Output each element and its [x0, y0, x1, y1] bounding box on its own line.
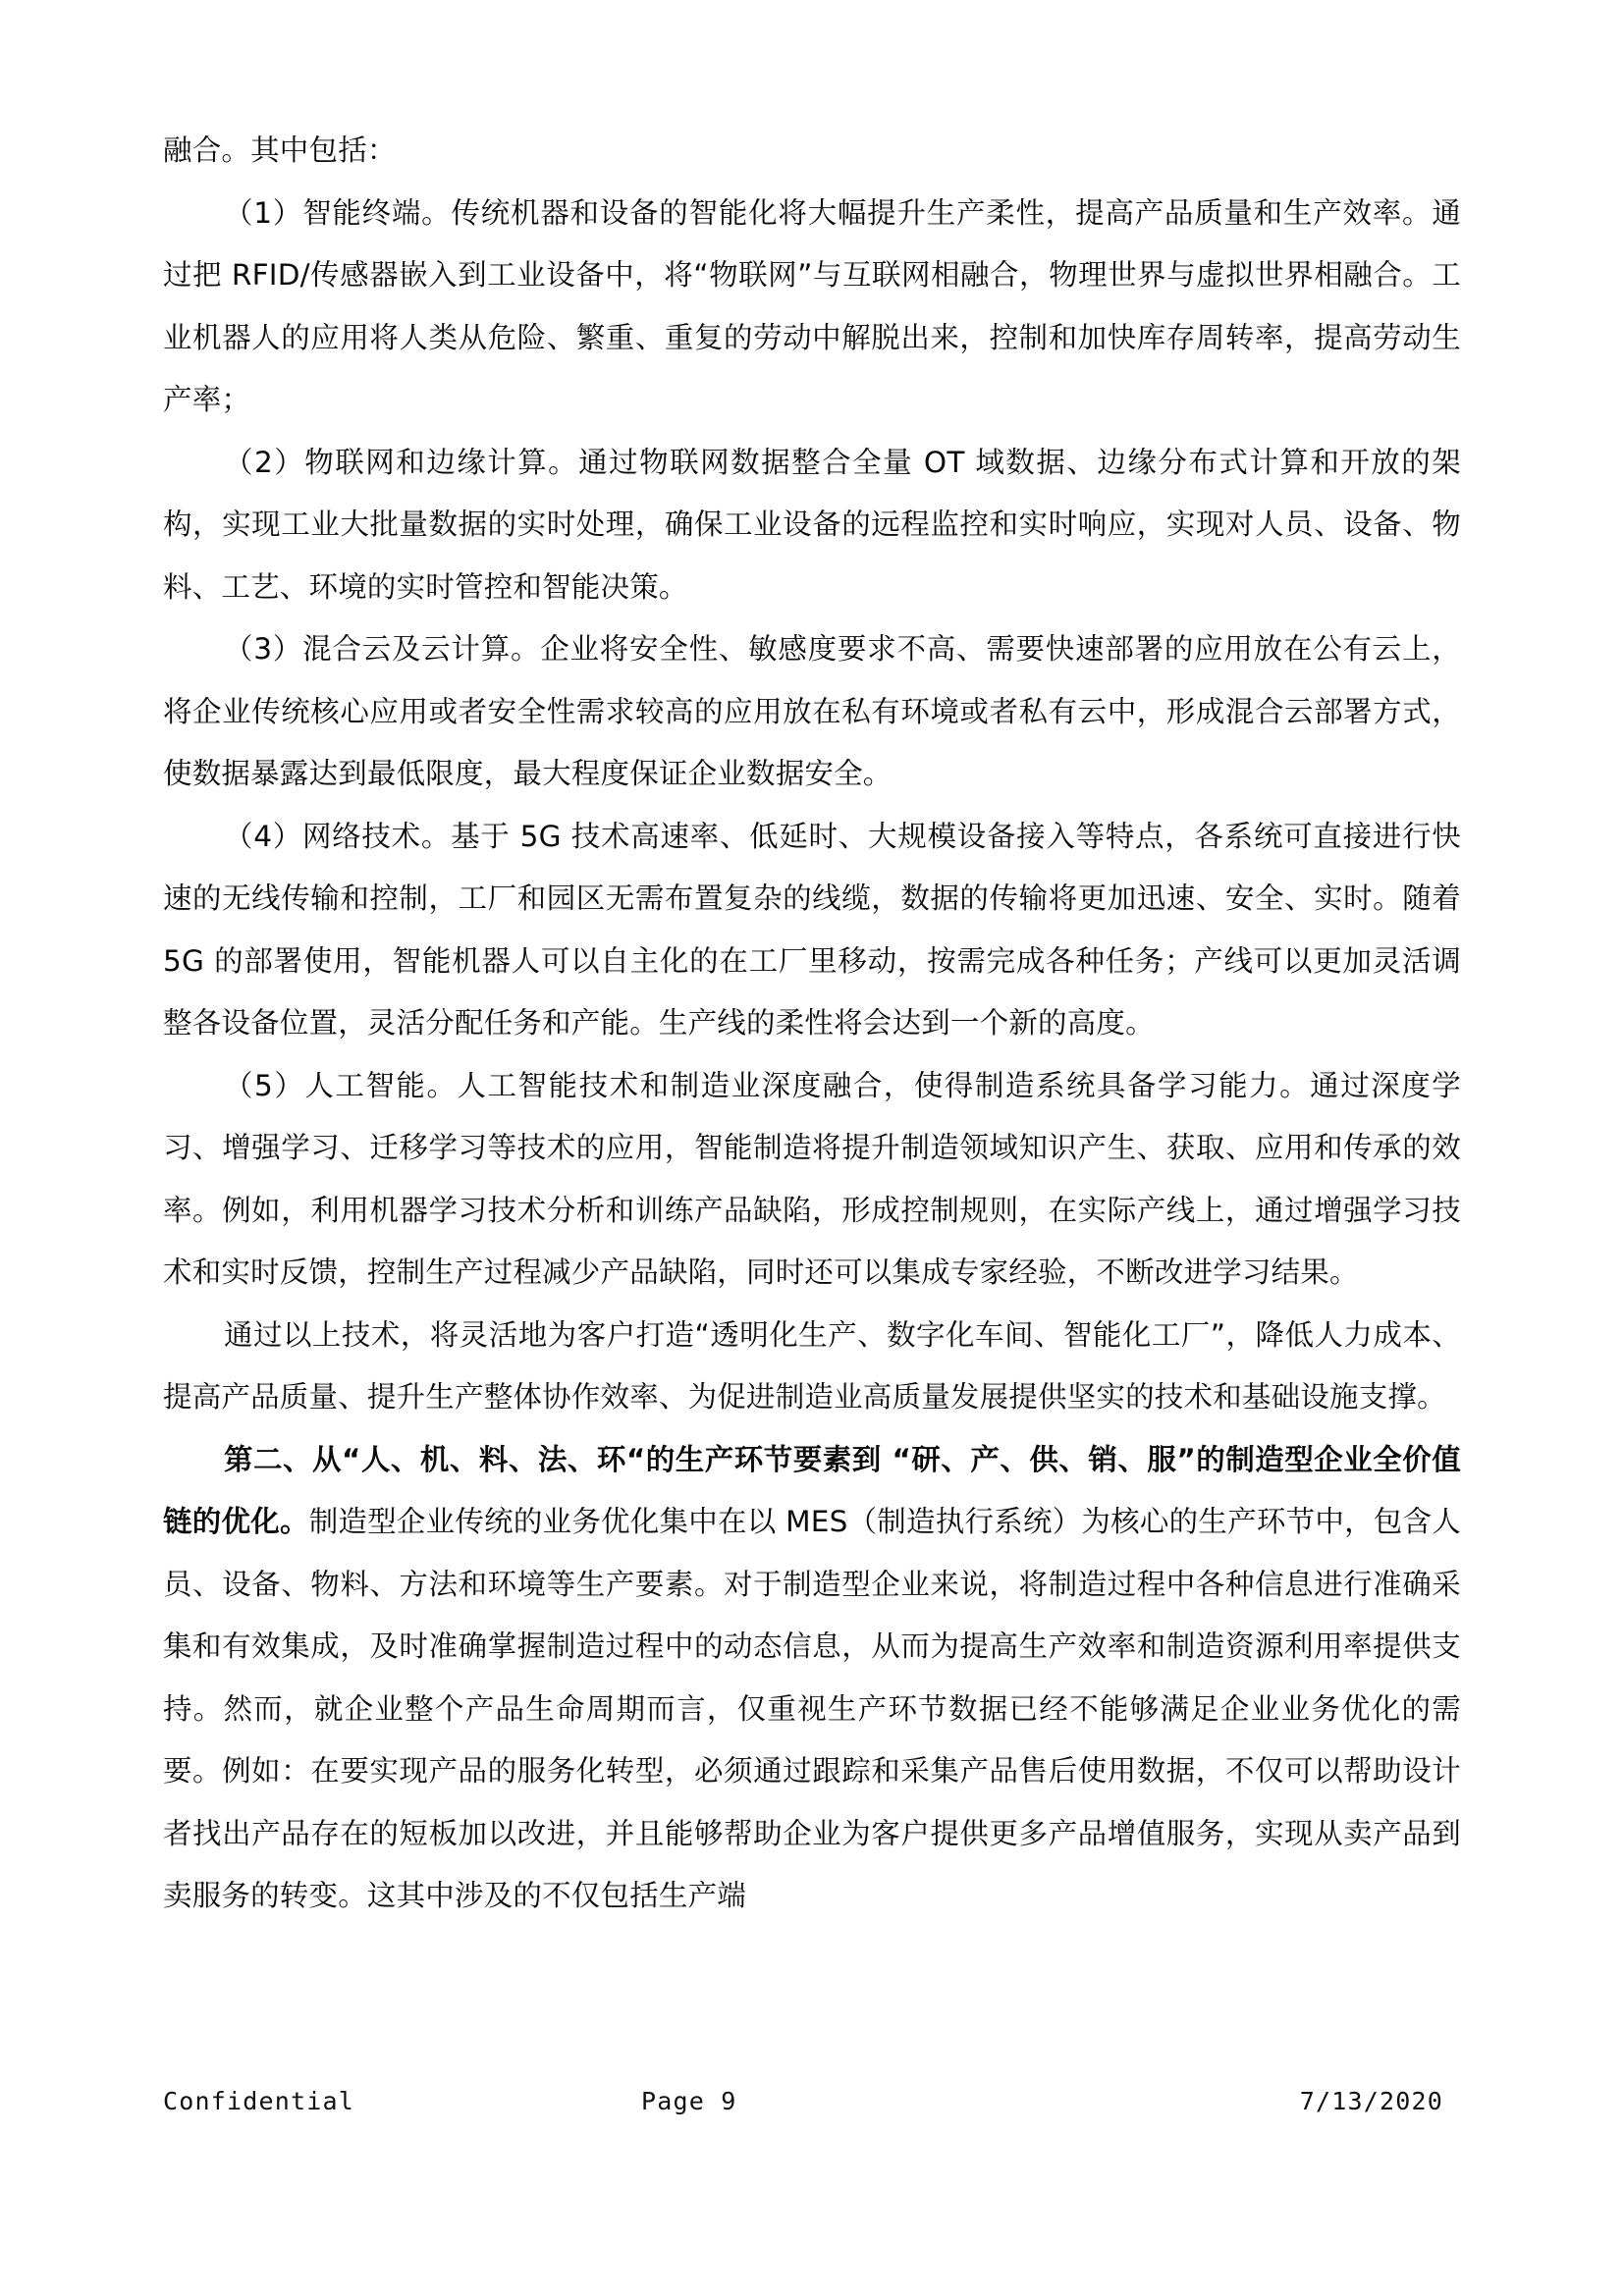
paragraph-item-1: （1）智能终端。传统机器和设备的智能化将大幅提升生产柔性，提高产品质量和生产效率。通过把 RFID/传感器嵌入到工业设备中，将“物联网”与互联网相融合，物理世界与虚拟世界相融合。工业机器人的应用将人类从危险、繁重、重复的劳动中解脱出来，控制和加快库存周转率，提高劳动生产率； — [163, 195, 1461, 416]
paragraph-item-2: （2）物联网和边缘计算。通过物联网数据整合全量 OT 域数据、边缘分布式计算和开放的架构，实现工业大批量数据的实时处理，确保工业设备的远程监控和实时响应，实现对人员、设备、物料、工艺、环境的实时管控和智能决策。 — [163, 445, 1461, 604]
paragraph-section-second — [163, 1429, 1461, 1928]
section-heading-run: 第二、从“人、机、料、法、环“的生产环节要素到 “研、产、供、销、服”的制造型企业全价值链的优化。 — [163, 1442, 1461, 1538]
footer-page-number: Page 9 — [641, 2087, 737, 2115]
paragraph-continuation: 融合。其中包括： — [163, 133, 397, 167]
paragraph-summary: 通过以上技术，将灵活地为客户打造“透明化生产、数字化车间、智能化工厂”，降低人力成本、提高产品质量、提升生产整体协作效率、为促进制造业高质量发展提供坚实的技术和基础设施支撑。 — [163, 1317, 1461, 1414]
paragraph-item-5: （5）人工智能。人工智能技术和制造业深度融合，使得制造系统具备学习能力。通过深度学习、增强学习、迁移学习等技术的应用，智能制造将提升制造领域知识产生、获取、应用和传承的效率。例如，利用机器学习技术分析和训练产品缺陷，形成控制规则，在实际产线上，通过增强学习技术和实时反馈，控制生产过程减少产品缺陷，同时还可以集成专家经验，不断改进学习结果。 — [163, 1068, 1461, 1289]
footer-classification: Confidential — [163, 2087, 355, 2115]
page-content — [163, 120, 1461, 1928]
paragraph-item-3: （3）混合云及云计算。企业将安全性、敏感度要求不高、需要快速部署的应用放在公有云上，将企业传统核心应用或者安全性需求较高的应用放在私有环境或者私有云中，形成混合云部署方式，使数据暴露达到最低限度，最大程度保证企业数据安全。 — [163, 632, 1461, 790]
section-body-run: 制造型企业传统的业务优化集中在以 MES（制造执行系统）为核心的生产环节中，包含人员、设备、物料、方法和环境等生产要素。对于制造型企业来说，将制造过程中各种信息进行准确采集和有效集成，及时准确掌握制造过程中的动态信息，从而为提高生产效率和制造资源利用率提供支持。然而，就企业整个产品生命周期而言，仅重视生产环节数据已经不能够满足企业业务优化的需要。例如：在要实现产品的服务化转型，必须通过跟踪和采集产品售后使用数据，不仅可以帮助设计者找出产品存在的短板加以改进，并且能够帮助企业为客户提供更多产品增值服务，实现从卖产品到卖服务的转变。这其中涉及的不仅包括生产端 — [163, 1505, 1461, 1912]
page-footer — [163, 2087, 1461, 2126]
footer-date: 7/13/2020 — [1299, 2087, 1443, 2115]
paragraph-item-4: （4）网络技术。基于 5G 技术高速率、低延时、大规模设备接入等特点，各系统可直接进行快速的无线传输和控制，工厂和园区无需布置复杂的线缆，数据的传输将更加迅速、安全、实时。随着 5G 的部署使用，智能机器人可以自主化的在工厂里移动，按需完成各种任务；产线可以更加灵活调整各设备位置，灵活分配任务和产能。生产线的柔性将会达到一个新的高度。 — [163, 819, 1461, 1040]
